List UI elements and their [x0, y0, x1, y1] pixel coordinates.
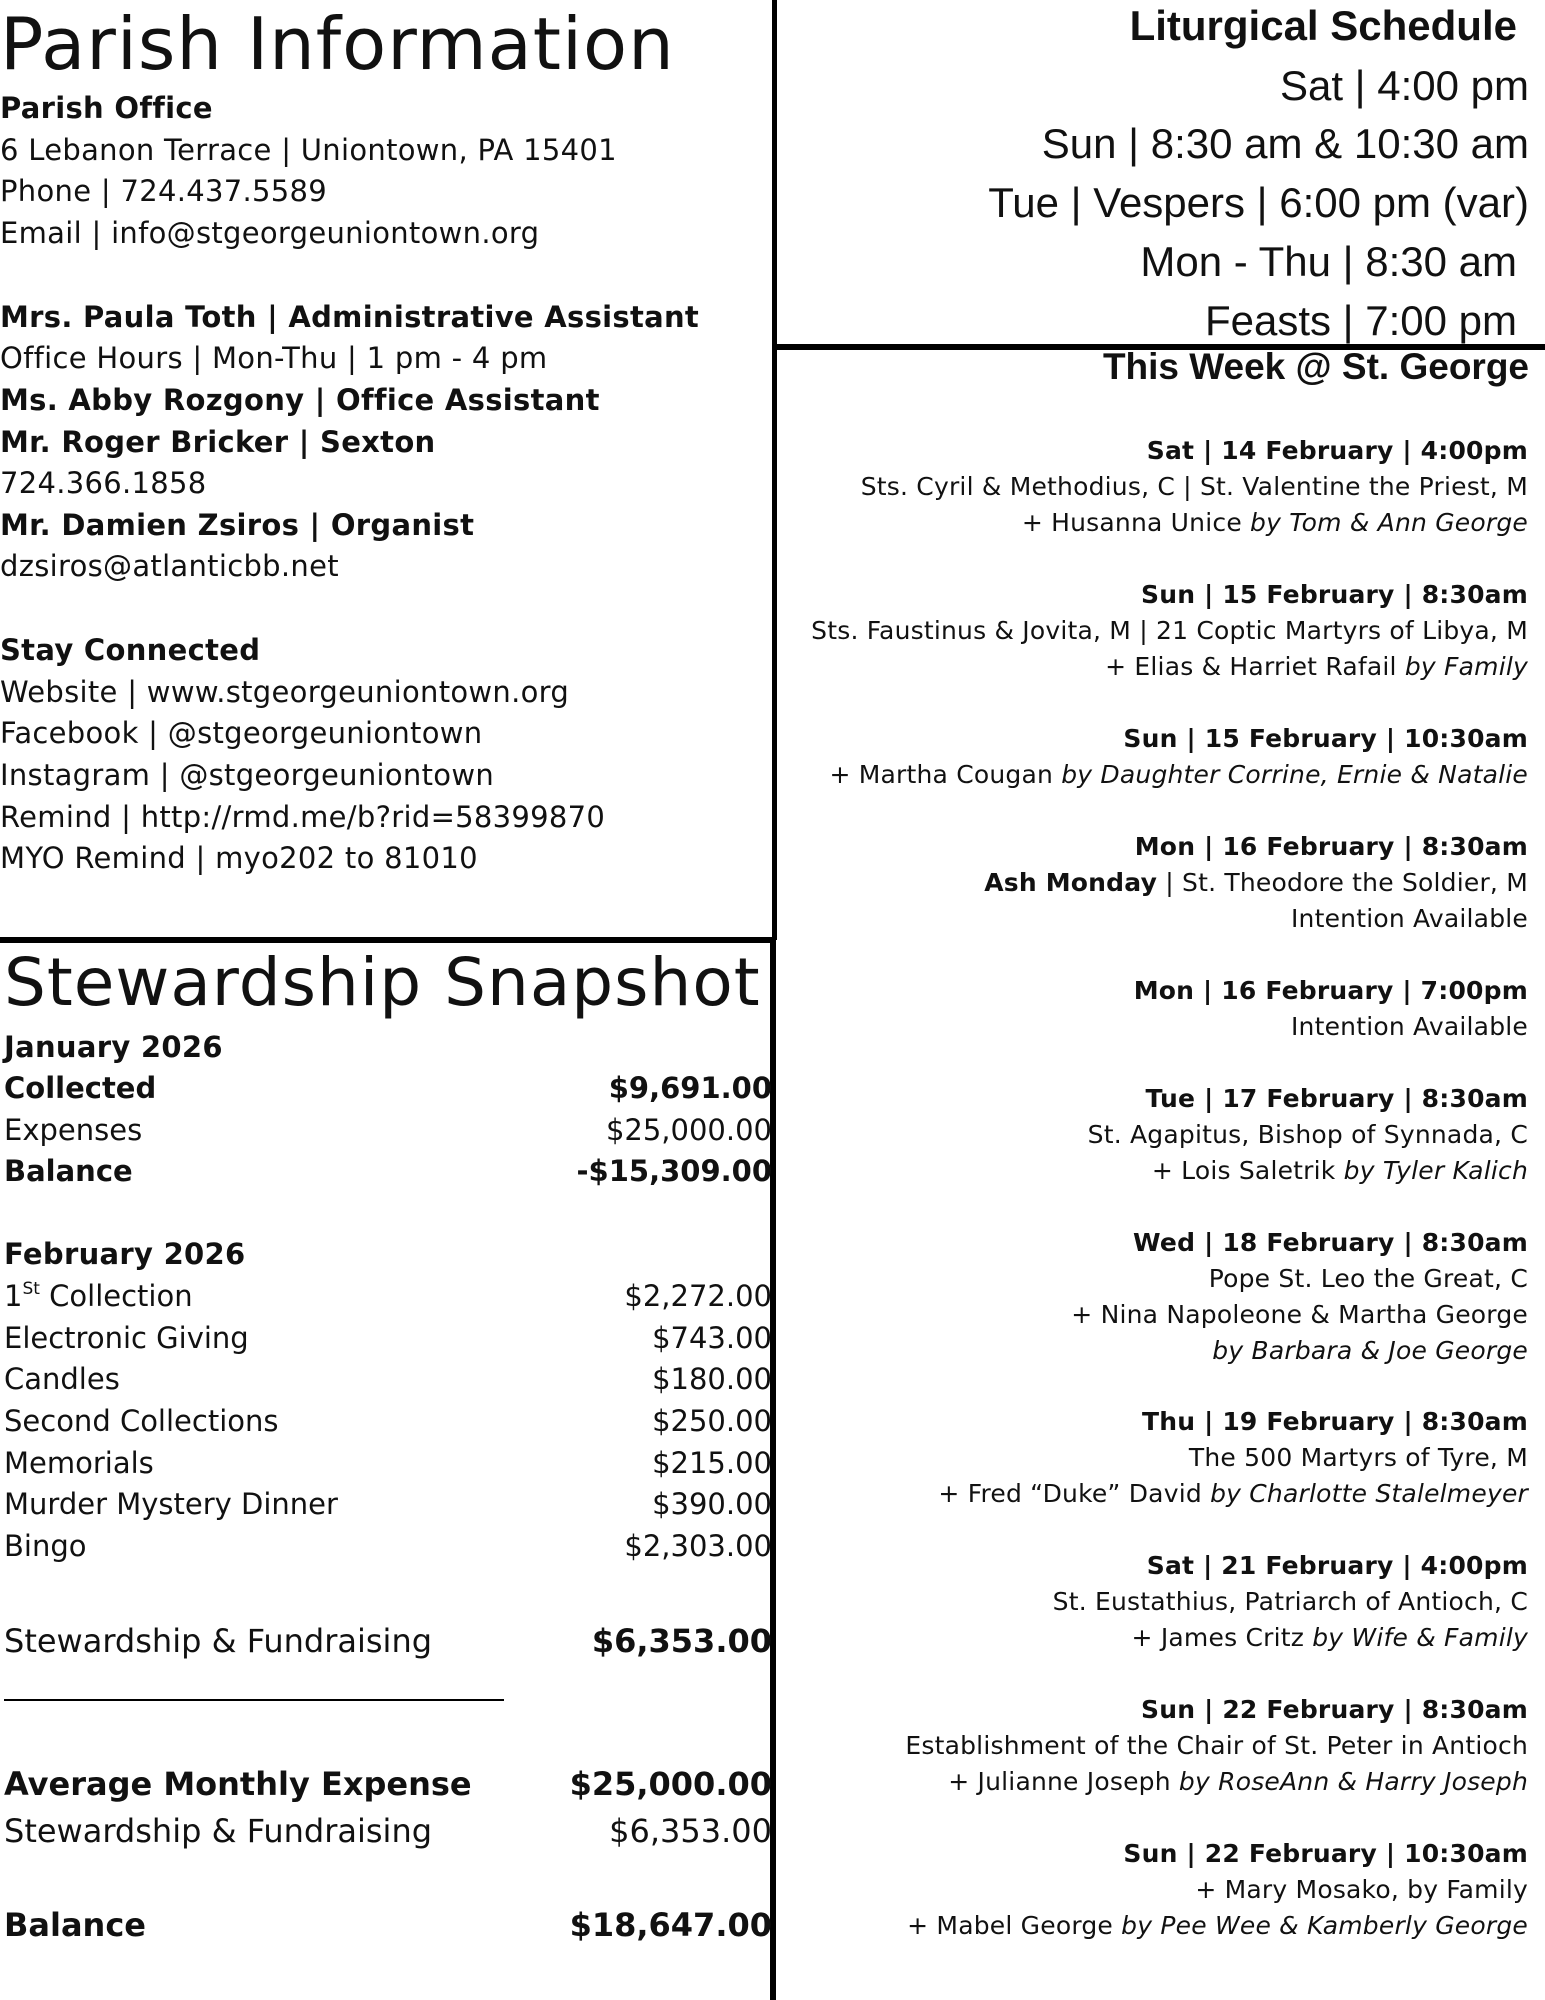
- january-row-label: Expenses: [4, 1113, 143, 1147]
- event-header: Sun | 15 February | 10:30am: [1123, 724, 1528, 753]
- schedule-line: Tue | Vespers | 6:00 pm (var): [988, 179, 1529, 226]
- event-block: [829, 721, 1528, 793]
- february-row-amount: $250.00: [652, 1404, 772, 1438]
- february-row-label: Electronic Giving: [4, 1321, 249, 1355]
- event-line: [1071, 1333, 1528, 1369]
- event-line-text: + Mabel George: [907, 1911, 1122, 1940]
- event-block: [905, 1692, 1528, 1800]
- stay-connected-link[interactable]: Instagram | @stgeorgeuniontown: [0, 758, 495, 792]
- schedule-line: Sat | 4:00 pm: [1279, 62, 1529, 109]
- event-header: Mon | 16 February | 7:00pm: [1133, 976, 1528, 1005]
- event-line-text: + Lois Saletrik: [1151, 1156, 1344, 1185]
- event-line-text: + James Critz: [1131, 1623, 1313, 1652]
- stay-connected-link[interactable]: Website | www.stgeorgeuniontown.org: [0, 675, 570, 709]
- staff-detail: dzsiros@atlanticbb.net: [0, 549, 339, 583]
- event-line-italic: by Charlotte Stalelmeyer: [1210, 1479, 1528, 1508]
- stewardship-total-amount: $6,353.00: [591, 1622, 772, 1660]
- january-row-amount: -$15,309.00: [576, 1154, 772, 1188]
- event-line-text: Intention Available: [1290, 904, 1528, 933]
- parish-address: 6 Lebanon Terrace | Uniontown, PA 15401: [0, 133, 617, 167]
- event-line-italic: by Daughter Corrine, Ernie & Natalie: [1061, 760, 1528, 789]
- event-block: [811, 577, 1528, 685]
- schedule-line: Mon - Thu | 8:30 am: [1140, 238, 1517, 285]
- signature-rule: [4, 1699, 504, 1701]
- staff-name: Mr. Roger Bricker | Sexton: [0, 425, 436, 459]
- event-line-text: The 500 Martyrs of Tyre, M: [1188, 1443, 1528, 1472]
- february-row-amount: $215.00: [652, 1446, 772, 1480]
- event-line: [907, 1908, 1528, 1944]
- january-row-amount: $25,000.00: [605, 1113, 772, 1147]
- february-row-label: Memorials: [4, 1446, 154, 1480]
- event-line-text: Sts. Faustinus & Jovita, M | 21 Coptic Martyrs of Libya, M: [811, 616, 1528, 645]
- event-line-text: Intention Available: [1290, 1012, 1528, 1041]
- event-header: Wed | 18 February | 8:30am: [1133, 1228, 1528, 1257]
- event-line-bold: Ash Monday: [984, 868, 1158, 897]
- staff-name: Mrs. Paula Toth | Administrative Assistant: [0, 300, 700, 334]
- stewardship-divider: [0, 937, 776, 943]
- event-header: Sat | 14 February | 4:00pm: [1146, 436, 1528, 465]
- avg-stewardship-label: Stewardship & Fundraising: [4, 1812, 433, 1850]
- january-row-amount: $9,691.00: [608, 1071, 772, 1105]
- event-line: [938, 1440, 1528, 1476]
- avg-expense-label: Average Monthly Expense: [4, 1765, 472, 1803]
- avg-expense-amount: $25,000.00: [569, 1765, 772, 1803]
- event-line-text: Establishment of the Chair of St. Peter in Antioch: [905, 1731, 1528, 1760]
- event-header: Mon | 16 February | 8:30am: [1134, 832, 1528, 861]
- staff-name: Ms. Abby Rozgony | Office Assistant: [0, 383, 600, 417]
- event-line-italic: by Tyler Kalich: [1343, 1156, 1528, 1185]
- event-line-italic: by Family: [1404, 652, 1528, 681]
- final-balance-label: Balance: [4, 1906, 146, 1944]
- center-divider-top: [772, 0, 777, 940]
- staff-detail: Office Hours | Mon-Thu | 1 pm - 4 pm: [0, 341, 548, 375]
- february-row-amount: $180.00: [652, 1362, 772, 1396]
- event-header: Sat | 21 February | 4:00pm: [1146, 1551, 1528, 1580]
- february-row-label: Murder Mystery Dinner: [4, 1487, 338, 1521]
- event-line-italic: by Pee Wee & Kamberly George: [1121, 1911, 1528, 1940]
- staff-name: Mr. Damien Zsiros | Organist: [0, 508, 475, 542]
- event-header: Sun | 22 February | 8:30am: [1140, 1695, 1528, 1724]
- event-line-italic: by Barbara & Joe George: [1212, 1336, 1528, 1365]
- week-title: This Week @ St. George: [1102, 346, 1529, 387]
- stewardship-total-label: Stewardship & Fundraising: [4, 1622, 433, 1660]
- event-line-text: + Nina Napoleone & Martha George: [1071, 1300, 1528, 1329]
- event-block: [1134, 973, 1528, 1045]
- stay-connected-link[interactable]: Facebook | @stgeorgeuniontown: [0, 716, 483, 750]
- event-block: [907, 1836, 1528, 1944]
- page-title: Parish Information: [0, 2, 675, 86]
- event-line: [984, 901, 1528, 937]
- event-line: [1088, 1117, 1528, 1153]
- event-line-text: + Husanna Unice: [1021, 508, 1251, 537]
- event-line: [1053, 1584, 1528, 1620]
- event-block: [1071, 1225, 1528, 1369]
- event-line: [861, 469, 1528, 505]
- january-row-label: Balance: [4, 1154, 133, 1188]
- event-line: [938, 1476, 1528, 1512]
- event-line-text: | St. Theodore the Soldier, M: [1157, 868, 1528, 897]
- event-line-text: Pope St. Leo the Great, C: [1208, 1264, 1528, 1293]
- event-block: [938, 1404, 1528, 1512]
- stay-connected-link[interactable]: Remind | http://rmd.me/b?rid=58399870: [0, 800, 606, 834]
- parish-email[interactable]: Email | info@stgeorgeuniontown.org: [0, 216, 540, 250]
- event-line-italic: by Tom & Ann George: [1250, 508, 1528, 537]
- event-line: [1053, 1620, 1528, 1656]
- event-line: [861, 505, 1528, 541]
- february-row-amount: $743.00: [652, 1321, 772, 1355]
- event-line: [1134, 1009, 1528, 1045]
- event-line: [1071, 1261, 1528, 1297]
- event-block: [861, 433, 1528, 541]
- schedule-line: Sun | 8:30 am & 10:30 am: [1041, 120, 1529, 167]
- staff-detail: 724.366.1858: [0, 466, 207, 500]
- first-collection-amount: $2,272.00: [624, 1279, 772, 1313]
- event-line: [1088, 1153, 1528, 1189]
- event-line-text: + Martha Cougan: [829, 760, 1062, 789]
- event-header: Sun | 15 February | 8:30am: [1140, 580, 1528, 609]
- first-collection-label: 1St Collection: [4, 1279, 193, 1313]
- event-line-text: + Elias & Harriet Rafail: [1105, 652, 1405, 681]
- event-line: [811, 649, 1528, 685]
- event-header: Sun | 22 February | 10:30am: [1123, 1839, 1528, 1868]
- event-line: [905, 1764, 1528, 1800]
- event-line-italic: by RoseAnn & Harry Joseph: [1178, 1767, 1528, 1796]
- event-block: [1053, 1548, 1528, 1656]
- parish-office-heading: Parish Office: [0, 91, 213, 125]
- event-line-text: + Fred “Duke” David: [938, 1479, 1211, 1508]
- event-line-text: St. Agapitus, Bishop of Synnada, C: [1087, 1120, 1528, 1149]
- event-line: [984, 865, 1528, 901]
- event-line: [907, 1872, 1528, 1908]
- january-heading: January 2026: [4, 1030, 223, 1064]
- parish-phone: Phone | 724.437.5589: [0, 174, 327, 208]
- event-line-text: St. Eustathius, Patriarch of Antioch, C: [1052, 1587, 1528, 1616]
- event-line: [829, 757, 1528, 793]
- event-block: [984, 829, 1528, 937]
- avg-stewardship-amount: $6,353.00: [609, 1812, 772, 1850]
- event-line-text: + Julianne Joseph: [948, 1767, 1179, 1796]
- schedule-line: Feasts | 7:00 pm: [1204, 297, 1517, 344]
- january-row-label: Collected: [4, 1071, 157, 1105]
- final-balance-amount: $18,647.00: [569, 1906, 772, 1944]
- event-line-italic: by Wife & Family: [1312, 1623, 1528, 1652]
- event-block: [1088, 1081, 1528, 1189]
- february-row-amount: $2,303.00: [624, 1529, 772, 1563]
- stay-connected-heading: Stay Connected: [0, 633, 261, 667]
- schedule-title: Liturgical Schedule: [1129, 2, 1517, 49]
- february-row-label: Candles: [4, 1362, 120, 1396]
- february-heading: February 2026: [4, 1237, 246, 1271]
- event-header: Tue | 17 February | 8:30am: [1145, 1084, 1528, 1113]
- event-line: [905, 1728, 1528, 1764]
- event-line-text: + Mary Mosako, by Family: [1195, 1875, 1528, 1904]
- february-row-amount: $390.00: [652, 1487, 772, 1521]
- stewardship-title: Stewardship Snapshot: [4, 944, 761, 1021]
- stay-connected-link[interactable]: MYO Remind | myo202 to 81010: [0, 841, 478, 875]
- event-line-text: Sts. Cyril & Methodius, C | St. Valentine the Priest, M: [860, 472, 1528, 501]
- event-line: [811, 613, 1528, 649]
- february-row-label: Bingo: [4, 1529, 87, 1563]
- event-header: Thu | 19 February | 8:30am: [1141, 1407, 1528, 1436]
- february-row-label: Second Collections: [4, 1404, 279, 1438]
- event-line: [1071, 1297, 1528, 1333]
